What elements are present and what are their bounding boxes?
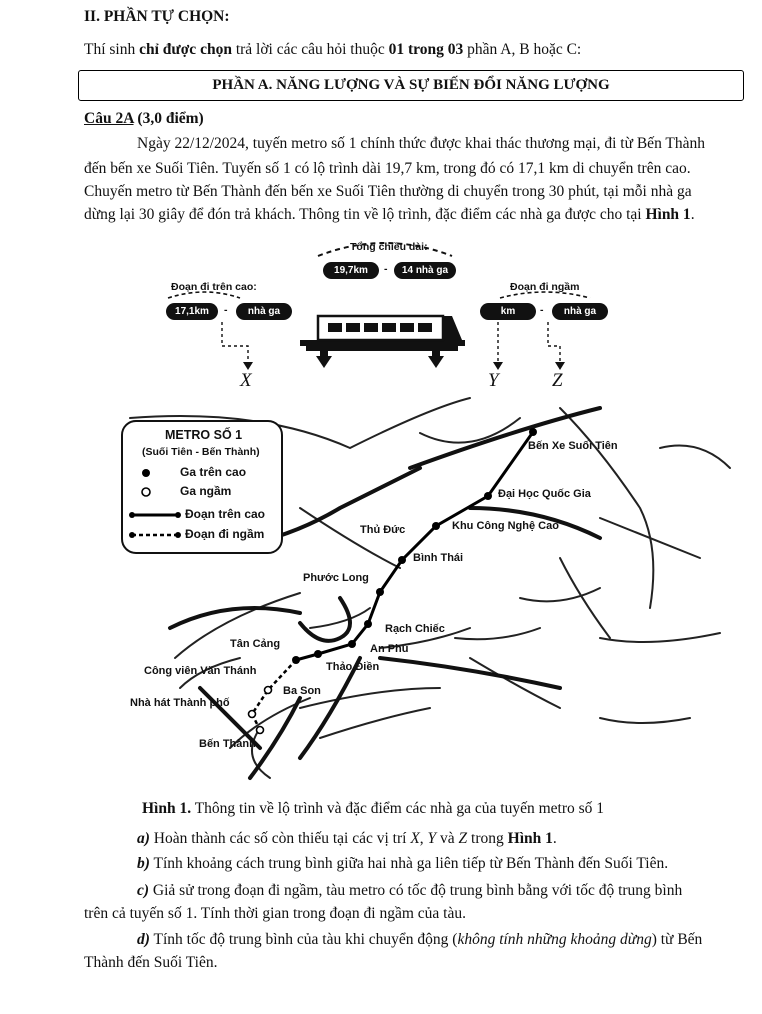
- instruction-bold2: 01 trong 03: [388, 41, 464, 58]
- station-khu-cong-nghe: Khu Công Nghệ Cao: [452, 520, 559, 532]
- item-d-line1: [137, 929, 702, 951]
- underground-stations: [249, 687, 272, 734]
- paragraph-line-1: Ngày 22/12/2024, tuyến metro số 1 chính thức được khai thác thương mại, đi từ Bến Thành: [137, 135, 706, 152]
- item-b-label: b): [137, 855, 150, 872]
- item-d-text1: Tính tốc độ trung bình của tàu khi chuyển động (: [149, 931, 458, 948]
- underground-title: Đoạn đi ngầm: [510, 281, 580, 293]
- item-a-and: và: [436, 830, 459, 847]
- question-points: (3,0 điểm): [133, 110, 204, 127]
- legend-elevated-station: Ga trên cao: [180, 465, 247, 479]
- elevated-title: Đoạn đi trên cao:: [171, 281, 257, 293]
- train-diagram: [0, 228, 762, 398]
- arrow-heads: [243, 362, 565, 370]
- paragraph-line-3: Chuyến metro từ Bến Thành đến bến xe Suối Tiên thường di chuyển trong 30 phút, tại mỗi nhà ga: [84, 183, 692, 200]
- item-c-line2: trên cả tuyến số 1. Tính thời gian trong đoạn đi ngầm của tàu.: [84, 905, 466, 922]
- letter-x: X: [240, 370, 252, 391]
- station-thao-dien: Thảo Điền: [326, 661, 380, 673]
- total-stations-pill: 14 nhà ga: [394, 262, 456, 279]
- station-suoi-tien: Bến Xe Suối Tiên: [528, 440, 618, 452]
- paragraph-line-4: [84, 204, 695, 226]
- question-heading: [84, 108, 204, 130]
- item-c-text1: Giả sử trong đoạn đi ngầm, tàu metro có tốc độ trung bình bằng với tốc độ trung bình: [149, 882, 683, 899]
- item-c-label: c): [137, 882, 150, 899]
- instruction-bold1: chỉ được chọn: [139, 41, 232, 58]
- metro-map: [0, 388, 762, 788]
- item-a-text: Hoàn thành các số còn thiếu tại các vị trí: [149, 830, 411, 847]
- elevated-km-pill: 17,1km: [166, 303, 218, 320]
- figure-ref: Hình 1: [645, 206, 691, 223]
- station-dai-hoc: Đại Học Quốc Gia: [498, 488, 591, 500]
- legend-underground-dot: [142, 488, 150, 496]
- item-c-line1: [137, 880, 682, 902]
- legend-elevated-dot: [142, 469, 150, 477]
- item-a-z: Z: [458, 830, 468, 847]
- station-tan-cang: Tân Cảng: [230, 638, 281, 650]
- item-b: [137, 853, 668, 875]
- total-dash: -: [384, 263, 388, 275]
- instruction-part2: trả lời các câu hỏi thuộc: [231, 41, 389, 58]
- letter-z: Z: [552, 370, 563, 391]
- underground-km-pill: km: [480, 303, 536, 320]
- legend-underground-segment: Đoạn đi ngầm: [185, 527, 265, 541]
- item-a-sep: ,: [419, 830, 428, 847]
- legend-title: METRO SỐ 1: [165, 428, 243, 442]
- item-d-text2: ) từ Bến: [651, 931, 703, 948]
- item-a-ref: Hình 1: [507, 830, 553, 847]
- station-thu-duc: Thủ Đức: [360, 524, 406, 536]
- station-phuoc-long: Phước Long: [303, 572, 369, 584]
- instruction-line: [84, 39, 581, 61]
- part-header: PHẦN A. NĂNG LƯỢNG VÀ SỰ BIẾN ĐỔI NĂNG LƯỢNG: [78, 70, 744, 101]
- station-rach-chiec: Rạch Chiếc: [385, 623, 445, 635]
- legend-underground-station: Ga ngầm: [180, 484, 232, 498]
- station-an-phu: An Phú: [370, 643, 409, 655]
- underground-dash: -: [540, 304, 544, 316]
- letter-y: Y: [488, 370, 499, 391]
- figure-caption: [142, 798, 604, 820]
- elevated-stations-pill: nhà ga: [236, 303, 292, 320]
- question-label: Câu 2A: [84, 110, 134, 127]
- item-d-line2: Thành đến Suối Tiên.: [84, 954, 218, 971]
- item-d-italic: không tính những khoảng dừng: [457, 931, 652, 948]
- paragraph-line-4c: .: [690, 206, 695, 223]
- legend-elevated-segment: Đoạn trên cao: [185, 507, 266, 521]
- station-binh-thai: Bình Thái: [413, 552, 464, 564]
- station-ben-thanh: Bến Thành: [199, 738, 256, 750]
- item-a-label: a): [137, 830, 150, 847]
- station-nha-hat: Nhà hát Thành phố: [130, 697, 230, 709]
- paragraph-line-2: đến bến xe Suối Tiên. Tuyến số 1 có lộ trình dài 19,7 km, trong đó có 17,1 km di chuyển trên cao.: [84, 160, 691, 177]
- paragraph-line-4a: dừng lại 30 giây để đón trả khách. Thông tin về lộ trình, đặc điểm các nhà ga được cho tại: [84, 206, 646, 223]
- item-a-end: .: [552, 830, 557, 847]
- instruction-part3: phần A, B hoặc C:: [463, 41, 582, 58]
- total-km-pill: 19,7km: [323, 262, 379, 279]
- underground-stations-pill: nhà ga: [552, 303, 608, 320]
- elevated-dash: -: [224, 304, 228, 316]
- section-title: II. PHẦN TỰ CHỌN:: [84, 8, 230, 25]
- item-b-text: Tính khoảng cách trung bình giữa hai nhà ga liên tiếp từ Bến Thành đến Suối Tiên.: [149, 855, 669, 872]
- item-a-text2: trong: [467, 830, 508, 847]
- instruction-part1: Thí sinh: [84, 41, 140, 58]
- caption-text: Thông tin về lộ trình và đặc điểm các nhà ga của tuyến metro số 1: [191, 800, 605, 817]
- station-cong-vien: Công viên Văn Thánh: [144, 665, 257, 677]
- total-length-title: Tổng chiều dài:: [350, 241, 428, 253]
- item-a-y: Y: [427, 830, 437, 847]
- legend-subtitle: (Suối Tiên - Bến Thành): [142, 446, 260, 458]
- item-a-x: X: [410, 830, 420, 847]
- item-a: [137, 828, 557, 850]
- station-ba-son: Ba Son: [283, 685, 321, 697]
- caption-label: Hình 1.: [142, 800, 192, 817]
- train-icon: [300, 316, 465, 368]
- item-d-label: d): [137, 931, 150, 948]
